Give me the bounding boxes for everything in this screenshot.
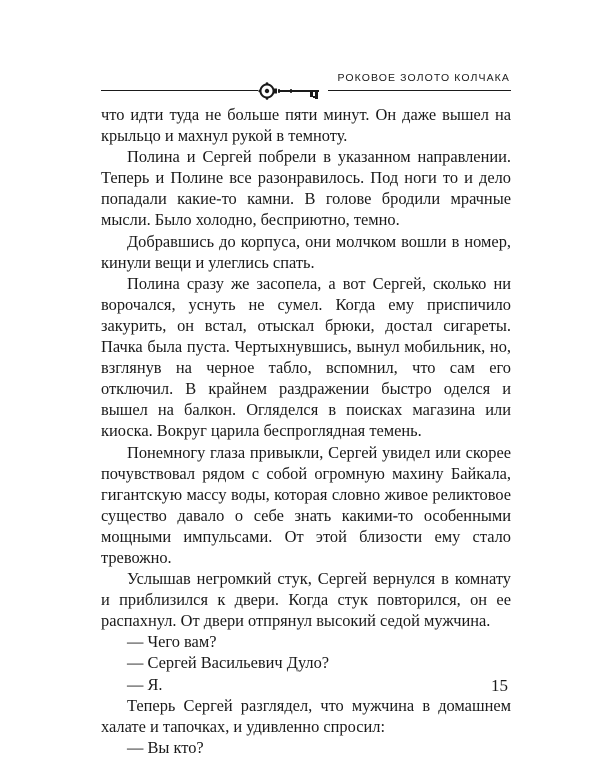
paragraph: Теперь Сергей разглядел, что мужчина в домашнем халате и тапочках, и удивленно спросил: bbox=[101, 695, 511, 736]
paragraph: Услышав негромкий стук, Сергей вернулся в комнату и приблизился к двери. Когда стук повторился, он ее распахнул. От двери отпрянул высокий седой мужчина. bbox=[101, 569, 511, 631]
key-icon bbox=[258, 80, 328, 102]
paragraph: Полина и Сергей побрели в указанном направлении. Теперь и Полине все разонравилось. Под ноги то и дело попадали какие-то камни. В голове бродили мрачные мысли. Было холодно, бесприютно, темно. bbox=[101, 147, 511, 230]
dialogue-line: — Вы кто? bbox=[127, 737, 204, 757]
paragraph: Добравшись до корпуса, они молчком вошли в номер, кинули вещи и улеглись спать. bbox=[101, 231, 511, 272]
paragraph: Полина сразу же засопела, а вот Сергей, сколько ни ворочался, уснуть не сумел. Когда ему приспичило закурить, он встал, отыскал брюки, достал сигареты. Пачка была пуста. Чертыхнувшись, вынул мобильник, но, взглянув на черное табло, вспомнил, что сам его отключил. В крайнем раздражении быстро оделся и вышел на балкон. Огляделся в поисках магазина или киоска. Вокруг царила беспроглядная темень. bbox=[101, 273, 511, 441]
text-body bbox=[101, 104, 511, 758]
paragraph: Понемногу глаза привыкли, Сергей увидел или скорее почувствовал рядом с собой огромную махину Байкала, гигантскую массу воды, которая словно живое реликтовое существо давало о себе знать какими-то особенными мощными импульсами. От этой близости ему стало тревожно. bbox=[101, 442, 511, 567]
paragraph: что идти туда не больше пяти минут. Он даже вышел на крыльцо и махнул рукой в темноту. bbox=[101, 105, 511, 146]
dialogue-line: — Чего вам? bbox=[127, 632, 217, 652]
page-number: 15 bbox=[491, 676, 508, 695]
dialogue-line: — Я. bbox=[127, 674, 163, 694]
running-title: РОКОВОЕ ЗОЛОТО КОЛЧАКА bbox=[337, 72, 510, 84]
dialogue-line: — Сергей Васильевич Дуло? bbox=[127, 653, 330, 673]
